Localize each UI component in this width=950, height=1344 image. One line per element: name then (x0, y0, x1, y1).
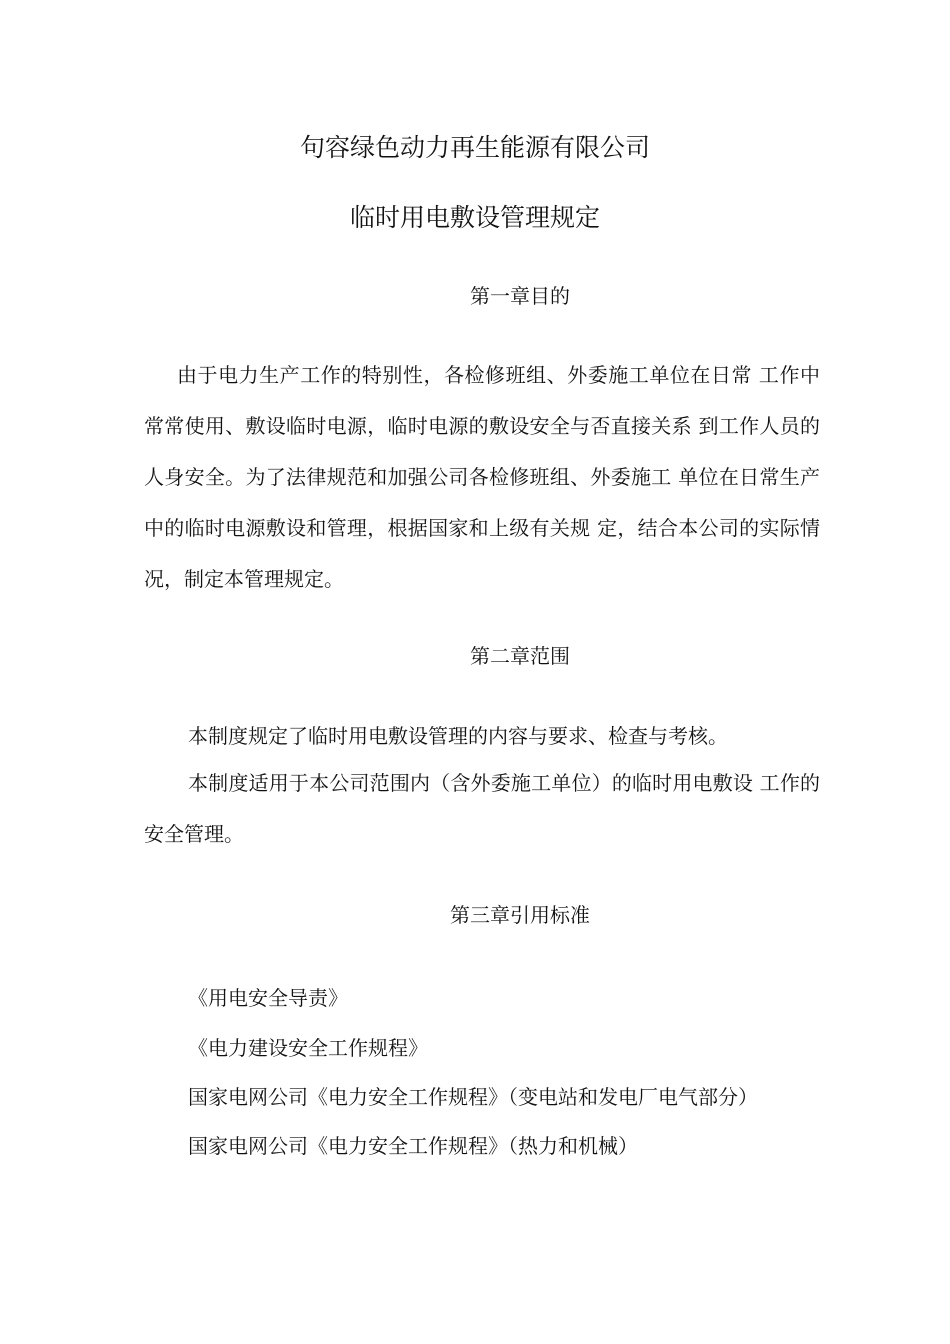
standard-item-3: 国家电网公司《电力安全工作规程》（变电站和发电厂电气部分） (188, 1085, 758, 1109)
company-title: 句容绿色动力再生能源有限公司 (299, 133, 650, 162)
chapter-1-paragraph: 由于电力生产工作的特别性，各检修班组、外委施工单位在日常 工作中常常使用、敷设临时电源，临时电源的敷设安全与否直接关系 到工作人员的人身安全。为了法律规范和加强公司各检修班组、外委施工 单位在日常生产中的临时电源敷设和管理，根据国家和上级有关规 定，结合本公司的实际情况，制定本管理规定。 (144, 363, 820, 591)
chapter-3-heading-text: 第三章引用标准 (450, 903, 590, 927)
standard-item-2: 《电力建设安全工作规程》 (188, 1036, 428, 1060)
chapter-2-heading (0, 643, 950, 669)
standard-item-1: 《用电安全导责》 (188, 986, 348, 1010)
chapter-2-paragraph-1: 本制度规定了临时用电敷设管理的内容与要求、检查与考核。 (188, 724, 728, 748)
chapter-2-paragraph-2: 本制度适用于本公司范围内（含外委施工单位）的临时用电敷设 工作的安全管理。 (144, 771, 820, 846)
chapter-3-heading (0, 902, 950, 928)
document-title: 临时用电敷设管理规定 (349, 203, 600, 232)
chapter-2-heading-text: 第二章范围 (470, 644, 570, 668)
standard-item-4: 国家电网公司《电力安全工作规程》（热力和机械） (188, 1134, 638, 1158)
chapter-1-heading (0, 283, 950, 309)
chapter-1-heading-text: 第一章目的 (470, 284, 570, 308)
